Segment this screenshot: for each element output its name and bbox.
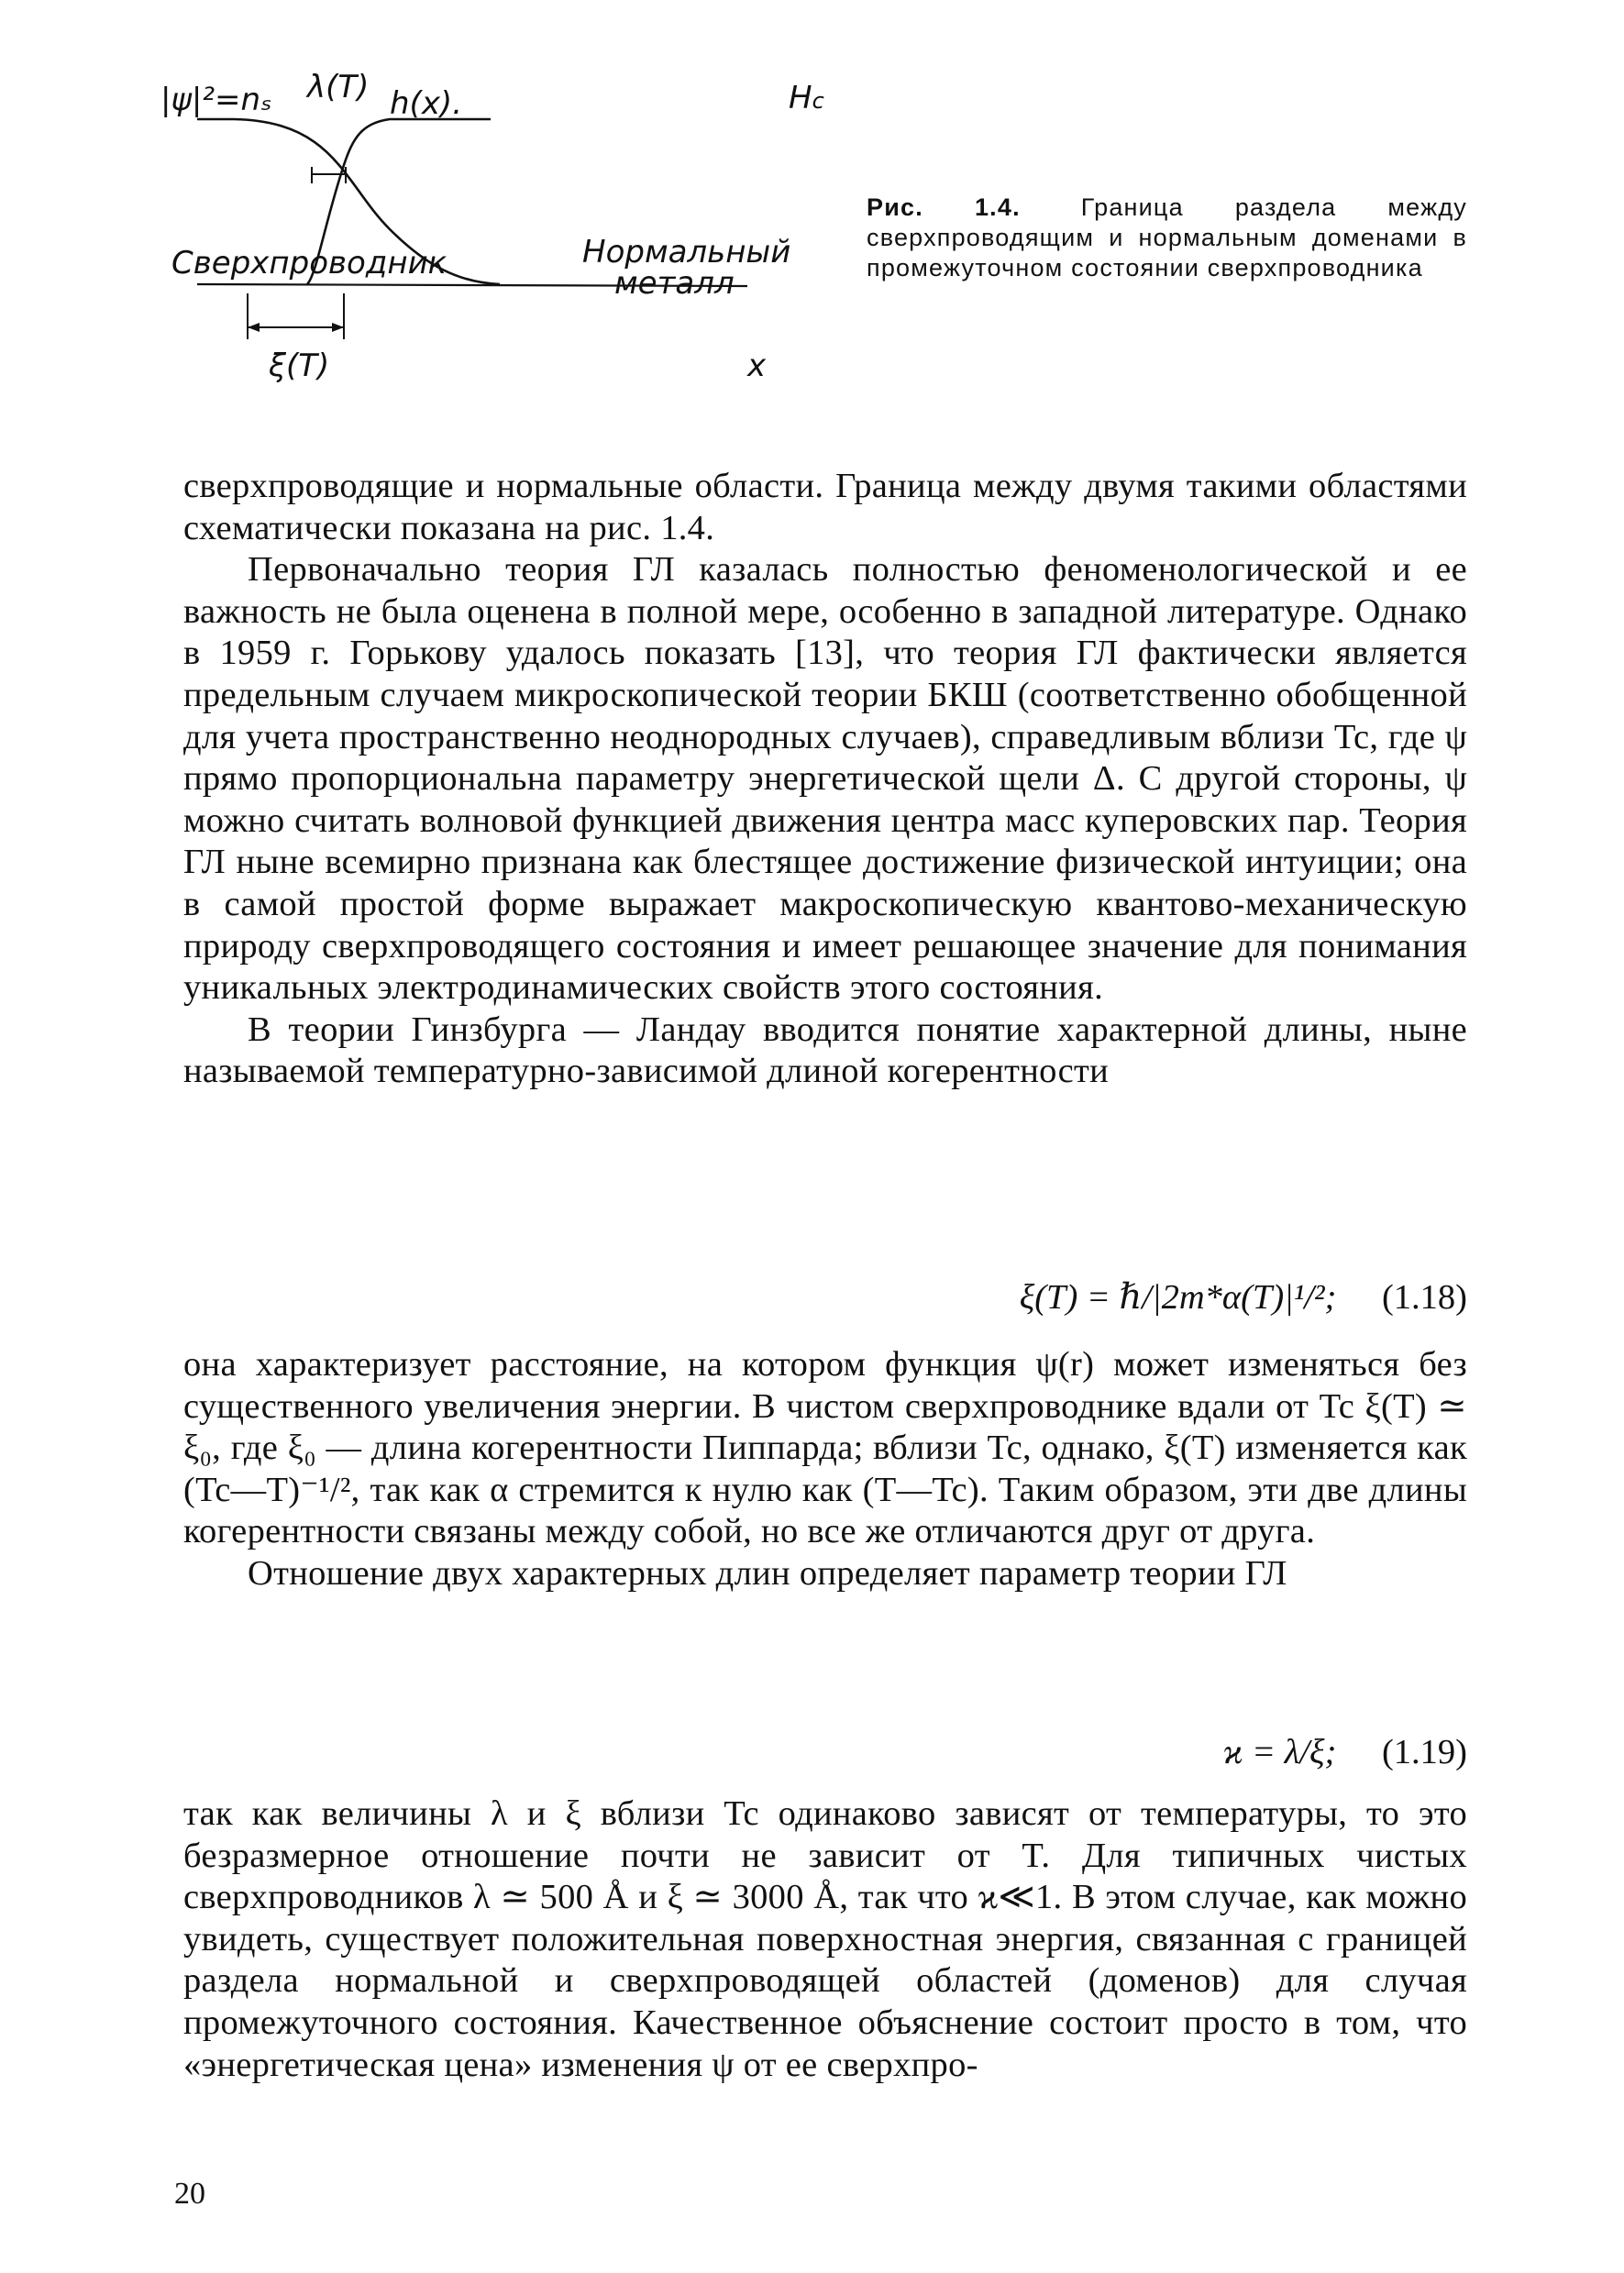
caption-text: Граница раздела между сверхпроводящим и нормальным доменами в промежуточном состоянии сверхпроводника bbox=[867, 193, 1467, 281]
xi-label: ξ(T) bbox=[269, 348, 330, 384]
psi-label: |ψ|²=nₛ bbox=[160, 82, 272, 118]
superconductor-label: Сверхпроводник bbox=[171, 245, 447, 281]
xi-arrow-head-right bbox=[332, 323, 344, 332]
paragraph-2: Первоначально теория ГЛ казалась полностью феноменологической и ее важность не была оценена в полной мере, особенно в западной литературе. Однако в 1959 г. Горькову удалось показать [13], что теория ГЛ фактически является предельным случаем микроскопической теории БКШ (соответственно обобщенной для учета пространственно неоднородных случаев), справедливым вблизи Tc, где ψ прямо пропорциональна параметру энергетической щели Δ. С другой стороны, ψ можно считать волновой функцией движения центра масс куперовских пар. Теория ГЛ ныне всемирно признана как блестящее достижение физической интуиции; она в самой простой форме выражает макроскопическую квантово-механическую природу сверхпроводящего состояния и имеет решающее значение для понимания уникальных электродинамических свойств этого состояния. bbox=[183, 550, 1467, 1008]
equation-1-18-body: ξ(T) = ℏ/|2m*α(T)|¹/²; bbox=[1019, 1278, 1337, 1317]
body-block-3 bbox=[183, 1793, 1467, 2086]
paragraph-1: сверхпроводящие и нормальные области. Граница между двумя такими областями схематически показана на рис. 1.4. bbox=[183, 467, 1467, 547]
paragraph-6: так как величины λ и ξ вблизи Tc одинаково зависят от температуры, то это безразмерное отношение почти не зависит от T. Для типичных чистых сверхпроводников λ ≃ 500 Å и ξ ≃ 3000 Å, так что ϰ≪1. В этом случае, как можно увидеть, существует положительная поверхностная энергия, связанная с границей раздела нормальной и сверхпроводящей областей (доменов) для случая промежуточного состояния. Качественное объяснение состоит просто в том, что «энергетическая цена» изменения ψ от ее сверхпро- bbox=[183, 1794, 1467, 2084]
lambda-label: λ(T) bbox=[307, 69, 370, 105]
paragraph-5: Отношение двух характерных длин определяет параметр теории ГЛ bbox=[248, 1553, 1287, 1593]
figure-1-4 bbox=[160, 69, 824, 403]
x-axis-label: x bbox=[747, 348, 767, 384]
body-block-2 bbox=[183, 1344, 1467, 1595]
normal-label-line2: металл bbox=[614, 265, 735, 302]
figure-caption bbox=[867, 193, 1467, 283]
equation-1-18-number: (1.18) bbox=[1381, 1278, 1467, 1317]
equation-1-18 bbox=[1020, 1280, 1467, 1316]
body-block-1 bbox=[183, 466, 1467, 1093]
equation-1-19 bbox=[1223, 1735, 1467, 1771]
hx-label: h(x). bbox=[390, 85, 463, 122]
paragraph-4: она характеризует расстояние, на котором функция ψ(r) может изменяться без существенного увеличения энергии. В чистом сверхпроводнике вдали от Tc ξ(T) ≃ ξ₀, где ξ₀ — длина когерентности Пиппарда; вблизи Tc, однако, ξ(T) изменяется как (Tc—T)⁻¹/², так как α стремится к нулю как (T—Tc). Таким образом, эти две длины когерентности связаны между собой, но все же отличаются друг от друга. bbox=[183, 1345, 1467, 1551]
equation-1-19-body: ϰ = λ/ξ; bbox=[1222, 1733, 1337, 1771]
hc-label-sub: c bbox=[812, 88, 824, 114]
xi-arrow-head-left bbox=[248, 323, 260, 332]
caption-number: Рис. 1.4. bbox=[867, 193, 1021, 221]
page-number: 20 bbox=[174, 2177, 205, 2211]
normal-label-line1: Нормальный bbox=[582, 234, 791, 270]
paragraph-3: В теории Гинзбурга — Ландау вводится понятие характерной длины, ныне называемой температурно-зависимой длиной когерентности bbox=[183, 1010, 1467, 1091]
hc-label bbox=[789, 80, 824, 116]
equation-1-19-number: (1.19) bbox=[1381, 1733, 1467, 1771]
hc-label-main: H bbox=[789, 80, 812, 116]
